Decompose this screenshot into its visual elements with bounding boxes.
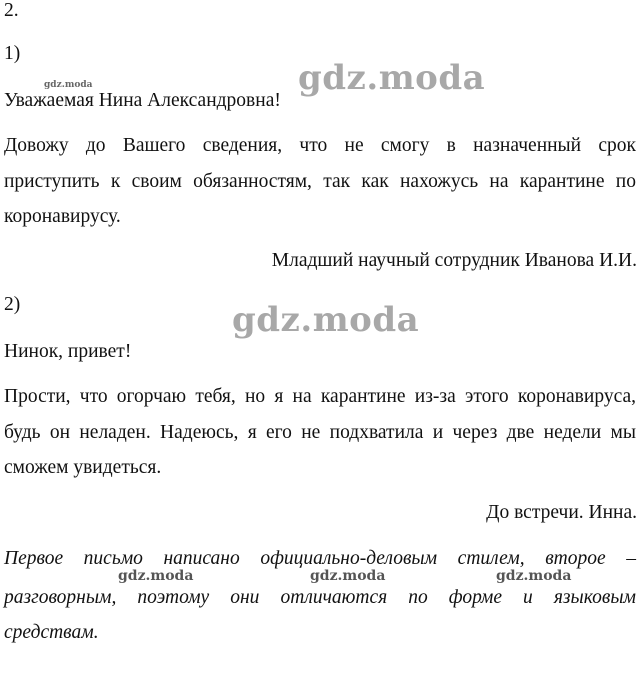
letter1-greeting: Уважаемая Нина Александровна! [4, 90, 281, 111]
letter1-signature: Младший научный сотрудник Иванова И.И. [271, 250, 637, 271]
letter1-body-line-3: коронавирусу. [4, 206, 121, 227]
conclusion-line-3: средствам. [4, 622, 99, 643]
watermark-small-1: gdz.moda [118, 568, 194, 584]
letter2-body-line-1: Прости, что огорчаю тебя, но я на карантине из-за этого коронавируса, [4, 386, 636, 407]
letter2-signature: До встречи. Инна. [486, 502, 637, 523]
letter2-body-line-3: сможем увидеться. [4, 457, 162, 478]
watermark-big-1: gdz.moda [298, 58, 486, 98]
watermark-big-2: gdz.moda [232, 300, 420, 340]
conclusion-line-2: разговорным, поэтому они отличаются по форме и языковым [4, 587, 636, 608]
letter1-body-line-2: приступить к своим обязанностям, так как нахожусь на карантине по [4, 171, 636, 192]
watermark-small-3: gdz.moda [496, 568, 572, 584]
letter2-greeting: Нинок, привет! [4, 341, 132, 362]
letter1-body-line-1: Довожу до Вашего сведения, что не смогу в назначенный срок [4, 135, 636, 156]
letter1-number: 1) [4, 43, 21, 64]
conclusion-line-1: Первое письмо написано официально-деловым стилем, второе – [4, 548, 636, 569]
letter2-number: 2) [4, 294, 21, 315]
letter2-body-line-2: будь он неладен. Надеюсь, я его не подхватила и через две недели мы [4, 422, 636, 443]
watermark-tiny: gdz.moda [44, 80, 93, 90]
task-number: 2. [4, 0, 19, 21]
watermark-small-2: gdz.moda [310, 568, 386, 584]
